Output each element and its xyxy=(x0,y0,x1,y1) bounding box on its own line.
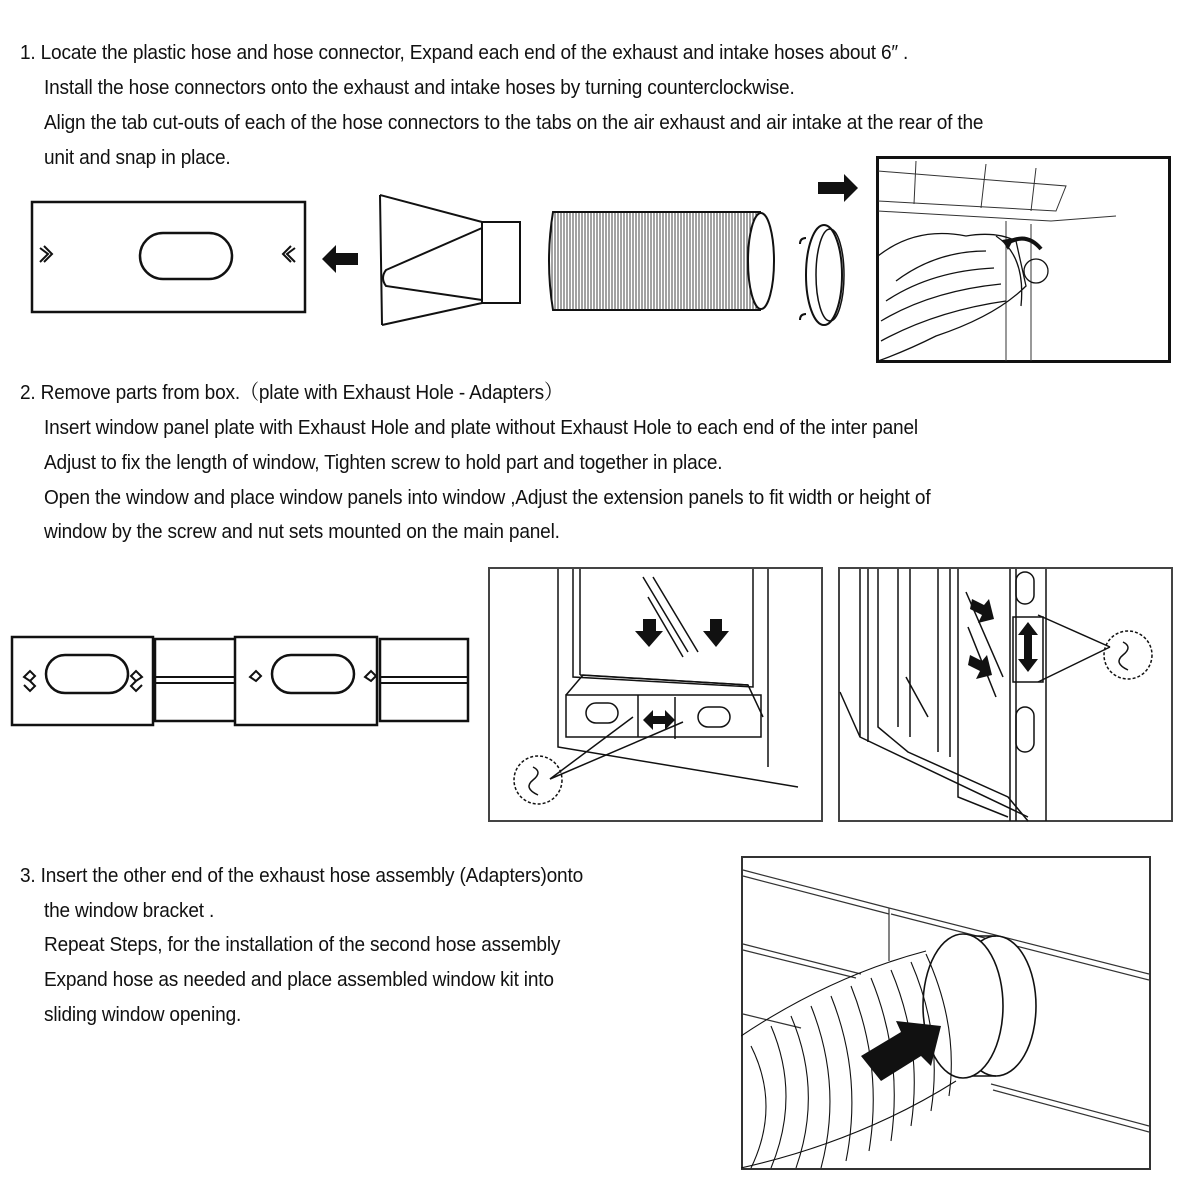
step-3-line-2: the window bracket . xyxy=(44,899,215,922)
adapter-nozzle-figure xyxy=(372,190,522,335)
step-1-line-2: Install the hose connectors onto the exhaust and intake hoses by turning counterclockwise. xyxy=(44,76,795,99)
hose-connector-ring-figure xyxy=(796,218,846,333)
step-3-line-3: Repeat Steps, for the installation of the second hose assembly xyxy=(44,933,561,956)
step-1-line-4: unit and snap in place. xyxy=(44,146,231,169)
step-2-title: 2. Remove parts from box.（plate with Exhaust Hole - Adapters） xyxy=(20,381,563,404)
step-2-line-4: Open the window and place window panels into window ,Adjust the extension panels to fit width or height of xyxy=(44,486,931,509)
step-3-title: 3. Insert the other end of the exhaust hose assembly (Adapters)onto xyxy=(20,864,584,887)
unit-rear-hose-figure xyxy=(876,156,1171,363)
arrow-right-icon xyxy=(818,174,858,202)
step-1-line-3: Align the tab cut-outs of each of the hose connectors to the tabs on the air exhaust and air intake at the rear of the xyxy=(44,111,984,134)
assembled-window-panel-figure xyxy=(10,635,472,727)
step-3-line-5: sliding window opening. xyxy=(44,1003,242,1026)
horizontal-window-install-figure xyxy=(488,567,824,823)
step-2-line-3: Adjust to fix the length of window, Tighten screw to hold part and together in place. xyxy=(44,451,723,474)
window-plate-figure xyxy=(30,200,310,315)
expandable-hose-figure xyxy=(545,208,777,316)
hose-into-window-bracket-figure xyxy=(741,856,1151,1171)
step-2-line-5: window by the screw and nut sets mounted on the main panel. xyxy=(44,520,560,543)
step-1-title: 1. Locate the plastic hose and hose connector, Expand each end of the exhaust and intake hoses about 6″ . xyxy=(20,41,909,64)
arrow-left-icon xyxy=(322,244,360,274)
vertical-window-install-figure xyxy=(838,567,1174,823)
step-2-line-2: Insert window panel plate with Exhaust Hole and plate without Exhaust Hole to each end of the inter panel xyxy=(44,416,918,439)
step-3-line-4: Expand hose as needed and place assembled window kit into xyxy=(44,968,554,991)
